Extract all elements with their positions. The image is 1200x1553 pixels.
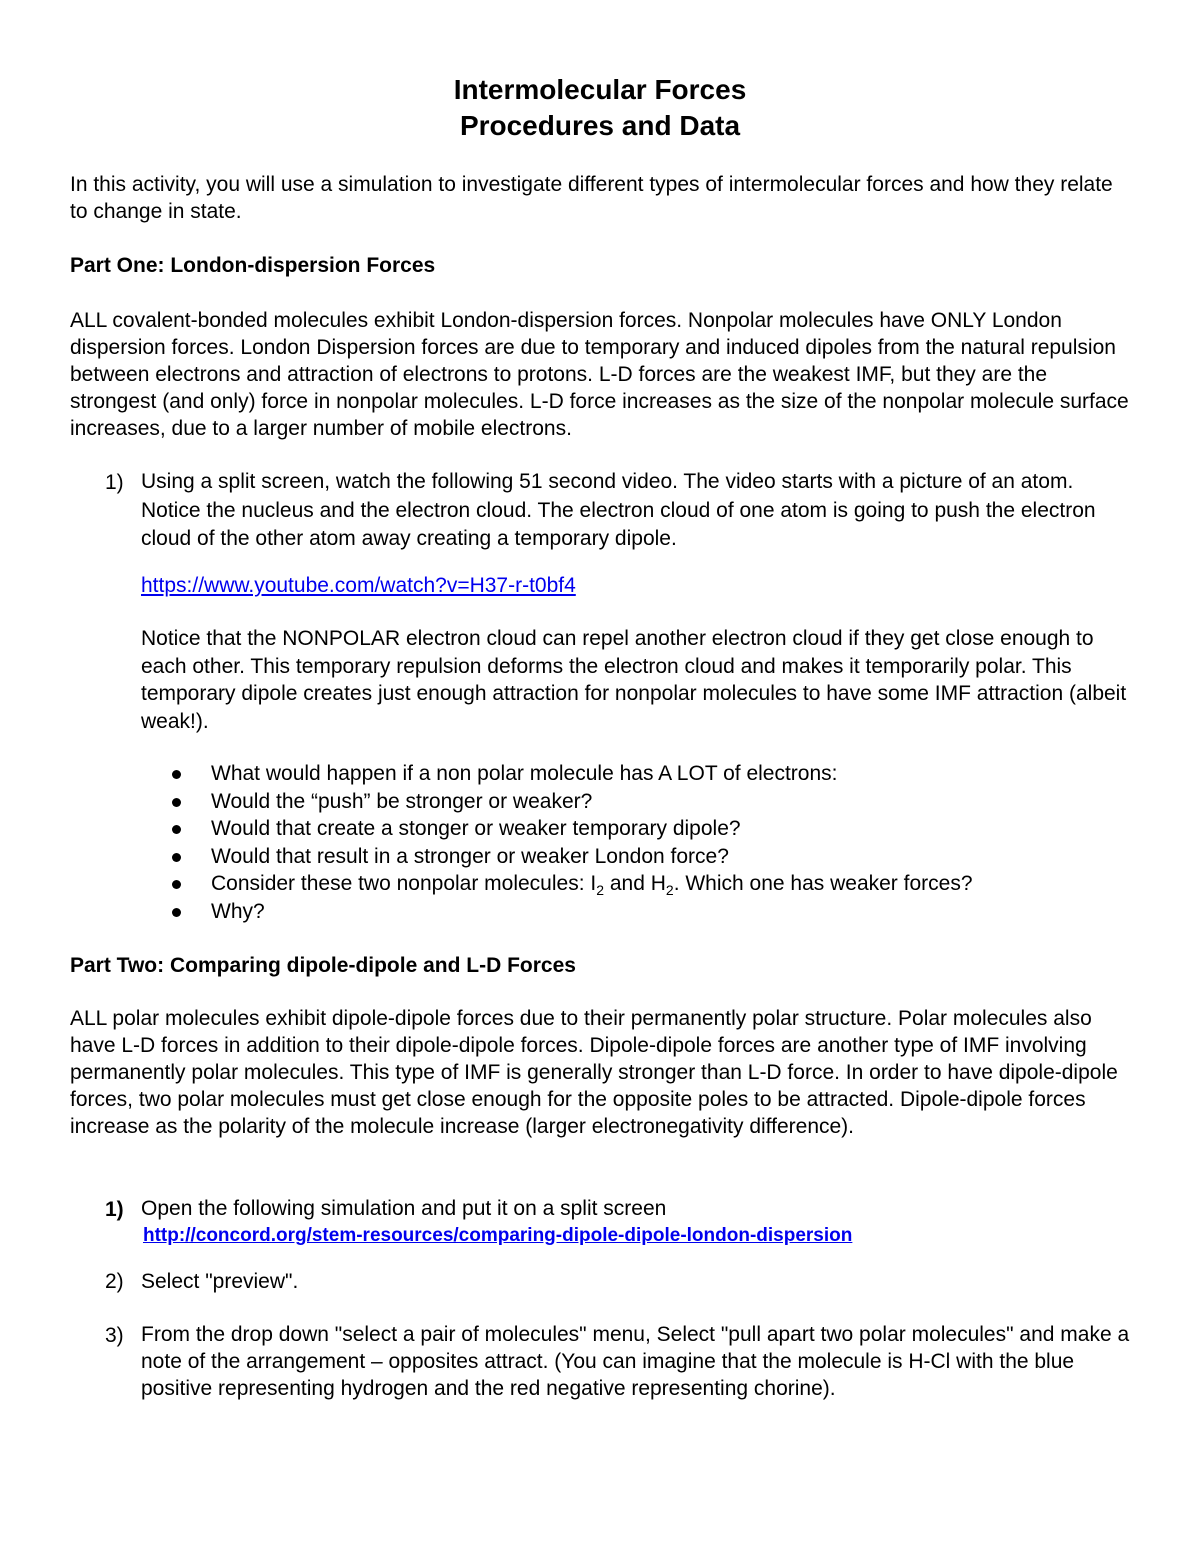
part-two-paragraph: ALL polar molecules exhibit dipole-dipole forces due to their permanently polar structure. Polar molecules also have L-D forces in addition to their dipole-dipole forces. Dipole-dipole forces are another type of IMF involving permanently polar molecules. This type of IMF is generally stronger than L-D force. In order to have dipole-dipole forces, two polar molecules must get close enough for the opposite poles to be attracted. Dipole-dipole forces increase as the polarity of the molecule increase (larger electronegativity difference). bbox=[70, 1007, 1118, 1138]
bullet-icon bbox=[172, 908, 181, 917]
document-title: Intermolecular Forces bbox=[453, 74, 747, 105]
list-item: What would happen if a non polar molecule has A LOT of electrons: bbox=[172, 760, 973, 788]
list-item: Would the “push” be stronger or weaker? bbox=[172, 788, 973, 816]
part-one-step1-number: 1) bbox=[105, 471, 124, 494]
question-list bbox=[172, 760, 973, 925]
part-two-step1-text: Open the following simulation and put it on a split screen bbox=[141, 1197, 667, 1220]
concord-simulation-link[interactable]: http://concord.org/stem-resources/comparing-dipole-dipole-london-dispersion bbox=[143, 1225, 853, 1246]
youtube-video-link[interactable]: https://www.youtube.com/watch?v=H37-r-t0bf4 bbox=[141, 574, 576, 597]
intro-paragraph: In this activity, you will use a simulation to investigate different types of intermolecular forces and how they relate to change in state. bbox=[70, 173, 1113, 223]
part-one-step1-text: Using a split screen, watch the following 51 second video. The video starts with a picture of an atom. Notice the nucleus and the electron cloud. The electron cloud of one atom is going to push the electron cloud of the other atom away creating a temporary dipole. bbox=[141, 470, 1096, 550]
part-two-step3-text: From the drop down "select a pair of molecules" menu, Select "pull apart two polar molecules" and make a note of the arrangement – opposites attract. (You can imagine that the molecule is H-Cl with the blue positive representing hydrogen and the red negative representing chorine). bbox=[141, 1323, 1130, 1400]
list-item: Would that result in a stronger or weaker London force? bbox=[172, 843, 973, 871]
list-item: Consider these two nonpolar molecules: $I_2$ and $H_2$. Which one has weaker forces? bbox=[172, 870, 973, 898]
part-two-step2-text: Select "preview". bbox=[141, 1270, 299, 1293]
part-two-step1-number: 1) bbox=[105, 1198, 124, 1221]
part-two-heading: Part Two: Comparing dipole-dipole and L-D Forces bbox=[70, 954, 576, 977]
part-one-heading: Part One: London-dispersion Forces bbox=[70, 254, 436, 277]
bullet-icon bbox=[172, 770, 181, 779]
part-one-step1-note: Notice that the NONPOLAR electron cloud can repel another electron cloud if they get close enough to each other. This temporary repulsion deforms the electron cloud and makes it temporarily polar. This temporary dipole creates just enough attraction for nonpolar molecules to have some IMF attraction (albeit weak!). bbox=[141, 627, 1127, 733]
bullet-icon bbox=[172, 825, 181, 834]
list-item: Why? bbox=[172, 898, 973, 926]
part-two-step2-number: 2) bbox=[105, 1270, 124, 1293]
part-one-paragraph: ALL covalent-bonded molecules exhibit London-dispersion forces. Nonpolar molecules have ONLY London dispersion forces. London Dispersion forces are due to temporary and induced dipoles from the natural repulsion between electrons and attraction of electrons to protons. L-D forces are the weakest IMF, but they are the strongest (and only) force in nonpolar molecules. L-D force increases as the size of the nonpolar molecule surface increases, due to a larger number of mobile electrons. bbox=[70, 309, 1129, 440]
bullet-icon bbox=[172, 853, 181, 862]
bullet-icon bbox=[172, 798, 181, 807]
document-subtitle: Procedures and Data bbox=[459, 110, 741, 141]
part-two-step3-number: 3) bbox=[105, 1324, 124, 1347]
bullet-icon bbox=[172, 880, 181, 889]
list-item: Would that create a stonger or weaker temporary dipole? bbox=[172, 815, 973, 843]
